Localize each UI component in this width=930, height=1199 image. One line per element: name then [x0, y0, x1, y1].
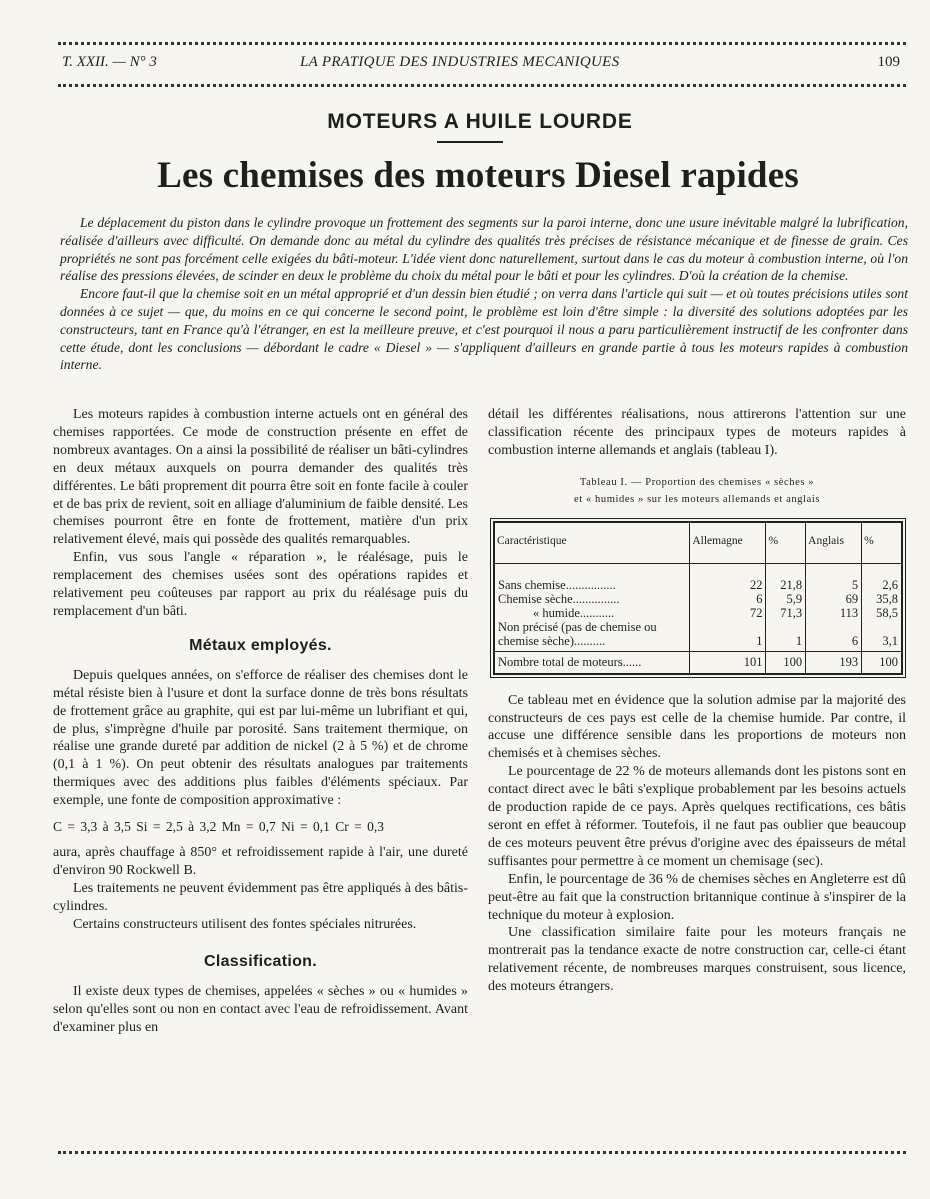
- total-pct-anglais: 100: [862, 651, 902, 674]
- cell-anglais: 113: [806, 606, 862, 620]
- body-paragraph: Depuis quelques années, on s'efforce de réaliser des chemises dont le métal résiste bien à l'usure et dont la surface donne de très bons résultats de frottement grâce au graphite, qui est par lui-même un lubrifiant et qui, de plus, s'imprègne d'huile par porosité. Sans traitement thermique, on réalise une grande dureté par addition de nickel (2 à 5 %) et de chrome (0,1 à 1 %). On peut obtenir des résultats analogues par traitements thermiques avec des additions plus faibles d'éléments spéciaux. Par exemple, une fonte de composition approximative :: [53, 667, 468, 809]
- body-paragraph: Enfin, vus sous l'angle « réparation », le réalésage, puis le remplacement des chemises usées sont des opérations rapides et relativement peu coûteuses par rapport au prix du réalésage puis du remplacement d'un bâti.: [53, 550, 468, 619]
- cell-anglais: 5: [806, 563, 862, 592]
- table-row: [494, 592, 902, 606]
- cell-pct-allemagne: 5,9: [766, 592, 806, 606]
- cell-pct-allemagne: 71,3: [766, 606, 806, 620]
- body-paragraph: Certains constructeurs utilisent des fontes spéciales nitrurées.: [73, 916, 417, 932]
- body-paragraph: détail les différentes réalisations, nous attirerons l'attention sur une classification récente des principaux types de moteurs rapides à combustion interne allemands et anglais (tableau I).: [488, 407, 906, 458]
- table-frame: [490, 518, 906, 678]
- body-paragraph: Le pourcentage de 22 % de moteurs allemands dont les pistons sont en contact direct avec le bâti s'explique probablement par les besoins actuels de production rapide de ce pays. Après quelques rectifications, ces bâtis seront en effet à réformer. Toutefois, il ne faut pas oublier que beaucoup de ces moteurs peuvent être prévus d'origine avec des épaisseurs de métal suffisantes pour permettre à ce moment un chemisage (sec).: [488, 764, 906, 869]
- cell-allemagne: 22: [690, 563, 766, 592]
- cell-anglais: 69: [806, 592, 862, 606]
- running-header: [62, 54, 900, 76]
- cell-allemagne: 6: [690, 592, 766, 606]
- intro-paragraph: Le déplacement du piston dans le cylindre provoque un frottement des segments sur la paroi interne, donc une usure inévitable malgré la lubrification, réalisée d'ailleurs avec difficulté. On demande donc au métal du cylindre des qualités très précises de résistance mécanique et de finesse de grain. Ces propriétés ne sont pas forcément celle exigées du bâti-moteur. L'idée vient donc naturellement, surtout dans le cas du moteur à combustion interne, où l'on réalise des pressions élevées, de scinder en deux le problème du choix du métal pour le bâti et pour les cylindres. D'où la création de la chemise.: [60, 215, 908, 284]
- right-column: [488, 406, 906, 996]
- table-caption: [488, 474, 906, 508]
- cell-anglais: 6: [806, 620, 862, 652]
- cell-pct-anglais: 58,5: [862, 606, 902, 620]
- chemises-table: [493, 521, 903, 675]
- cell-allemagne: 72: [690, 606, 766, 620]
- header-anglais: Anglais: [806, 522, 862, 563]
- heading-classification: Classification.: [204, 953, 317, 971]
- cell-pct-anglais: 2,6: [862, 563, 902, 592]
- intro-paragraph: Encore faut-il que la chemise soit en un métal approprié et d'un dessin bien étudié ; on verra dans l'article qui suit — et où toutes précisions utiles sont données à ce sujet — que, du moins en ce qui concerne le second point, le problème est loin d'être simple : la diversité des solutions adoptées par les constructeurs, tant en France qu'à l'étranger, en est la meilleure preuve, et c'est pourquoi il nous a paru particulièrement instructif de les confronter dans cette étude, dont les conclusions — débordant le cadre « Diesel » — s'appliquent d'ailleurs en grande partie à tous les moteurs rapides à combustion interne.: [60, 286, 908, 373]
- article-intro: [60, 214, 908, 374]
- table-caption-line: et « humides » sur les moteurs allemands et anglais: [573, 493, 821, 505]
- body-paragraph: Ce tableau met en évidence que la solution admise par la majorité des constructeurs de ces pays est celle de la chemise humide. Par contre, il accuse une différence sensible dans les proportions de moteurs non chemisés et à chemises sèches.: [488, 692, 906, 762]
- cell-pct-allemagne: 21,8: [766, 563, 806, 592]
- total-label: Nombre total de moteurs......: [494, 651, 690, 674]
- table-row: [494, 620, 902, 652]
- section-title-underline: [437, 141, 503, 143]
- table-header-row: [494, 522, 902, 563]
- table-row: [494, 606, 902, 620]
- journal-name: LA PRATIQUE DES INDUSTRIES MECANIQUES: [300, 54, 620, 70]
- total-anglais: 193: [806, 651, 862, 674]
- body-paragraph: Une classification similaire faite pour les moteurs français ne montrerait pas la tendance exacte de notre construction car, celle-ci étant relativement récente, de nombreuses marques construisent, sous licence, des moteurs étrangers.: [488, 925, 906, 995]
- header-pct-anglais: %: [862, 522, 902, 563]
- total-pct-allemagne: 100: [766, 651, 806, 674]
- top-dotted-rule: [58, 42, 906, 45]
- header-dotted-rule: [58, 84, 906, 87]
- row-label: Sans chemise................: [498, 577, 616, 592]
- body-paragraph: Les traitements ne peuvent évidemment pas être appliqués à des bâtis-cylindres.: [53, 880, 468, 914]
- heading-metaux-employes: Métaux employés.: [189, 636, 332, 654]
- total-allemagne: 101: [690, 651, 766, 674]
- table-row: [494, 563, 902, 592]
- cell-pct-anglais: 35,8: [862, 592, 902, 606]
- composition-formula: C = 3,3 à 3,5 Si = 2,5 à 3,2 Mn = 0,7 Ni = 0,1 Cr = 0,3: [53, 819, 384, 835]
- row-label: Chemise sèche...............: [498, 591, 620, 606]
- page-number: 109: [877, 54, 900, 70]
- header-pct-allemagne: %: [766, 522, 806, 563]
- left-column: [53, 406, 468, 1037]
- body-paragraph: Les moteurs rapides à combustion interne actuels ont en général des chemises rapportées. Ce mode de construction présente en effet de nombreux avantages. On a ainsi la possibilité de réaliser un bâti-cylindres en deux métaux auxquels on pourra demander des qualités très différentes. Le bâti proprement dit pourra être soit en fonte facile à couler et de bas prix de revient, soit en alliage d'aluminium de faible densité. Les chemises pourront être en fonte de frottement, matière d'un prix relativement élevé, mais qui possède des qualités remarquables.: [53, 407, 469, 548]
- row-label: Non précisé (pas de chemise ou chemise sèche)..........: [498, 619, 657, 648]
- row-label: « humide...........: [533, 605, 615, 620]
- cell-allemagne: 1: [690, 620, 766, 652]
- header-caracteristique: Caractéristique: [494, 522, 690, 563]
- article-title: Les chemises des moteurs Diesel rapides: [157, 155, 799, 196]
- header-allemagne: Allemagne: [690, 522, 766, 563]
- section-title: MOTEURS A HUILE LOURDE: [327, 110, 633, 133]
- cell-pct-anglais: 3,1: [862, 620, 902, 652]
- body-paragraph: aura, après chauffage à 850° et refroidissement rapide à l'air, une dureté d'environ 90 Rockwell B.: [53, 844, 468, 878]
- volume-number: T. XXII. — N° 3: [62, 54, 157, 70]
- cell-pct-allemagne: 1: [766, 620, 806, 652]
- table-total-row: [494, 651, 902, 674]
- table-caption-line: Tableau I. — Proportion des chemises « sèches »: [579, 476, 815, 488]
- body-paragraph: Enfin, le pourcentage de 36 % de chemises sèches en Angleterre est dû peut-être au fait que la construction britannique continue à s'inspirer de la technique du moteur à explosion.: [488, 871, 906, 923]
- bottom-dotted-rule: [58, 1151, 906, 1154]
- body-paragraph: Il existe deux types de chemises, appelées « sèches » ou « humides » selon qu'elles sont ou non en contact avec l'eau de refroidissement. Avant d'examiner plus en: [53, 984, 468, 1036]
